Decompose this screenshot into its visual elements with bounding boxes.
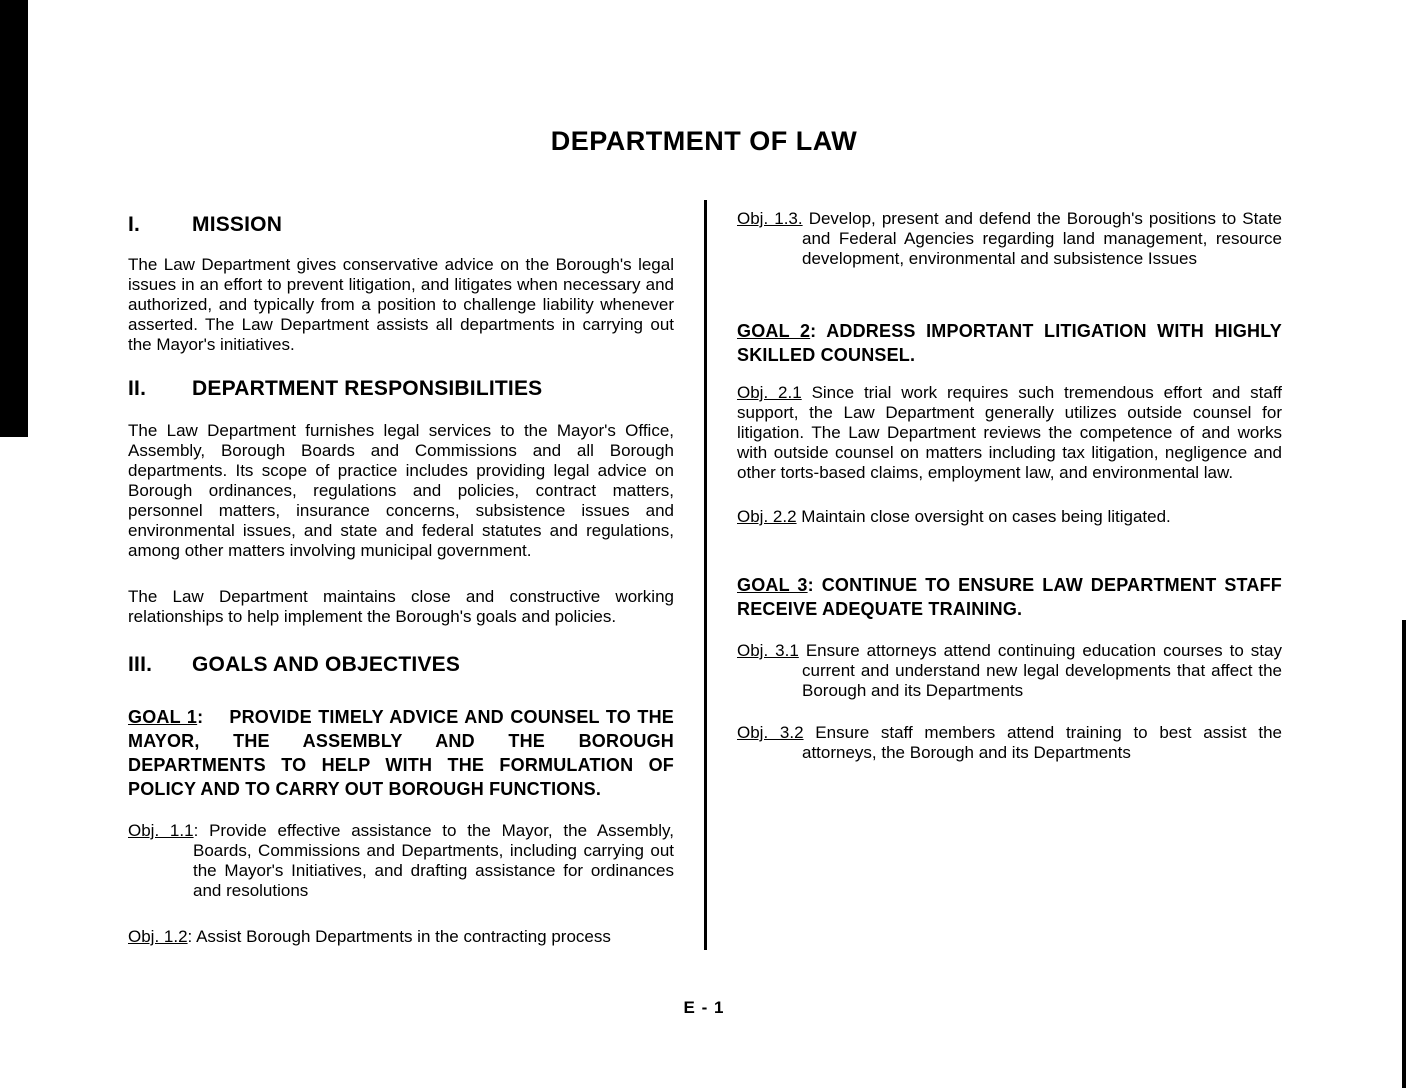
section-heading-mission	[128, 213, 674, 237]
objective-2-1-text: Since trial work requires such tremendous effort and staff support, the Law Department generally utilizes outside counsel for litigation. The Law Department reviews the competence of and works with outside counsel on matters including tax litigation, negligence and other torts-based claims, employment law, and environmental law.	[737, 383, 1282, 482]
objective-3-1	[737, 641, 1282, 701]
objective-1-3	[737, 209, 1282, 269]
scan-artifact-left-bar	[0, 0, 28, 437]
page-title: DEPARTMENT OF LAW	[550, 126, 858, 156]
section-title-mission: MISSION	[192, 213, 283, 236]
goal-1-statement	[128, 705, 674, 801]
section-title-responsibilities: DEPARTMENT RESPONSIBILITIES	[192, 377, 543, 400]
objective-3-1-text: Ensure attorneys attend continuing education courses to stay current and understand new legal developments that affect the Borough and its Departments	[802, 641, 1282, 700]
objective-3-2-text: Ensure staff members attend training to best assist the attorneys, the Borough and its Departments	[802, 723, 1282, 762]
section-numeral-goals: III.	[128, 653, 153, 676]
objective-2-1-separator	[802, 383, 812, 402]
page-number: E - 1	[683, 998, 725, 1017]
objective-1-2-label: Obj. 1.2	[128, 927, 188, 946]
responsibilities-paragraph-2: The Law Department maintains close and constructive working relationships to help implement the Borough's goals and policies.	[128, 587, 674, 626]
section-numeral-mission: I.	[128, 213, 141, 236]
column-divider-rule	[704, 200, 707, 950]
goal-3-label: GOAL 3	[737, 575, 808, 595]
goal-3-colon: :	[807, 575, 822, 595]
objective-3-2-label: Obj. 3.2	[737, 723, 804, 742]
goal-1-label: GOAL 1	[128, 707, 198, 727]
objective-2-2-text: Maintain close oversight on cases being litigated.	[801, 507, 1171, 526]
section-heading-goals	[128, 653, 674, 677]
right-column	[737, 209, 1282, 763]
objective-1-3-label: Obj. 1.3.	[737, 209, 803, 228]
objective-3-2-separator	[804, 723, 816, 742]
objective-1-2-text: Assist Borough Departments in the contracting process	[196, 927, 611, 946]
mission-paragraph: The Law Department gives conservative advice on the Borough's legal issues in an effort to prevent litigation, and litigates when necessary and authorized, and typically from a position to challenge liability whenever asserted. The Law Department assists all departments in carrying out the Mayor's initiatives.	[128, 255, 674, 354]
responsibilities-paragraph-1: The Law Department furnishes legal services to the Mayor's Office, Assembly, Borough Boards and Commissions and all Borough departments. Its scope of practice includes providing legal advice on Borough ordinances, regulations and policies, contract matters, personnel matters, insurance concerns, subsistence issues and environmental issues, and state and federal statutes and regulations, among other matters involving municipal government.	[128, 421, 674, 560]
objective-1-1-separator: :	[193, 821, 210, 840]
goal-1-text: PROVIDE TIMELY ADVICE AND COUNSEL TO THE MAYOR, THE ASSEMBLY AND THE BOROUGH DEPARTMENTS TO HELP WITH THE FORMULATION OF POLICY AND TO CARRY OUT BOROUGH FUNCTIONS.	[128, 707, 674, 799]
left-column	[128, 213, 674, 947]
objective-3-1-separator	[799, 641, 806, 660]
section-heading-responsibilities	[128, 377, 674, 401]
objective-1-1-label: Obj. 1.1	[128, 821, 194, 840]
objective-2-1	[737, 383, 1282, 483]
goal-3-statement	[737, 573, 1282, 621]
goal-2-statement	[737, 319, 1282, 367]
section-numeral-responsibilities: II.	[128, 377, 147, 400]
objective-3-2	[737, 723, 1282, 763]
objective-3-1-label: Obj. 3.1	[737, 641, 799, 660]
objective-1-1-text: Provide effective assistance to the Mayor, the Assembly, Boards, Commissions and Departments, including carrying out the Mayor's Initiatives, and drafting assistance for ordinances and resolutions	[193, 821, 674, 900]
objective-1-2	[128, 927, 674, 947]
goal-2-label: GOAL 2	[737, 321, 811, 341]
goal-1-colon: :	[197, 707, 204, 727]
goal-2-colon: :	[810, 321, 827, 341]
objective-1-3-text: Develop, present and defend the Borough's positions to State and Federal Agencies regarding land management, resource development, environmental and subsistence Issues	[802, 209, 1282, 268]
section-title-goals: GOALS AND OBJECTIVES	[192, 653, 461, 676]
objective-1-2-separator: :	[187, 927, 197, 946]
objective-1-1	[128, 821, 674, 901]
objective-2-1-label: Obj. 2.1	[737, 383, 802, 402]
objective-2-2	[737, 507, 1282, 527]
goal-2-text: ADDRESS IMPORTANT LITIGATION WITH HIGHLY SKILLED COUNSEL.	[737, 321, 1282, 365]
objective-2-2-label: Obj. 2.2	[737, 507, 797, 526]
goal-3-text: CONTINUE TO ENSURE LAW DEPARTMENT STAFF RECEIVE ADEQUATE TRAINING.	[737, 575, 1283, 619]
